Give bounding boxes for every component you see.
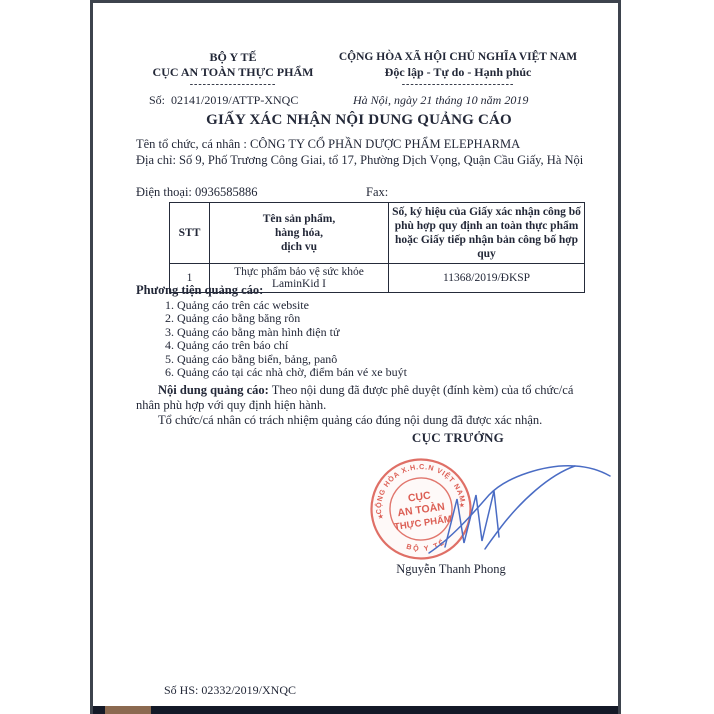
country-title: CỘNG HÒA XÃ HỘI CHỦ NGHĨA VIỆT NAM <box>338 51 578 63</box>
responsibility-line: Tổ chức/cá nhân có trách nhiệm quảng cáo đúng nội dung đã được xác nhận. <box>158 413 543 427</box>
hs-number: Số HS: 02332/2019/XNQC <box>164 683 297 697</box>
phone-label: Điện thoại: 0936585886 <box>136 185 258 199</box>
content-text: Theo nội dung đã được phê duyệt (đính kèm) của tổ chức/cá nhân phù hợp với quy định hiện hành. <box>136 383 574 412</box>
content-lead: Nội dung quảng cáo: <box>158 383 269 397</box>
document-number-label: Số: <box>149 93 166 107</box>
signer-title: CỤC TRƯỞNG <box>411 430 505 445</box>
document-number: 02141/2019/ATTP-XNQC <box>171 93 299 107</box>
stamp-center-line1: CỤC <box>407 489 432 505</box>
stamp-arc-top-text: CỘNG HÒA X.H.C.N VIỆT NAM <box>373 461 468 515</box>
col-stt-header: STT <box>170 203 210 264</box>
ministry-name: BỘ Y TẾ <box>209 50 257 64</box>
list-item: 6. Quảng cáo tại các nhà chờ, điểm bán vé xe buýt <box>165 365 407 380</box>
col-product-header <box>210 203 389 264</box>
document-page <box>90 0 621 714</box>
header-right-divider: -------------------------- <box>401 79 515 90</box>
cell-certificate-number: 11368/2019/ĐKSP <box>389 264 585 293</box>
col-product-header-line2: hàng hóa, <box>275 227 323 239</box>
list-item: 3. Quảng cáo bằng màn hình điện tử <box>165 324 340 339</box>
stamp-center-line3: THỰC PHẨM <box>393 513 453 533</box>
page-title: GIẤY XÁC NHẬN NỘI DUNG QUẢNG CÁO <box>206 112 512 128</box>
red-stamp-icon <box>365 453 477 565</box>
organization-line: Tên tổ chức, cá nhân : CÔNG TY CỔ PHẦN DƯỢC PHẨM ELEPHARMA <box>136 137 521 151</box>
stamp-star-left-icon: ★ <box>377 512 385 522</box>
document-number-row <box>149 93 298 108</box>
media-section-heading: Phương tiện quảng cáo: <box>136 283 264 297</box>
department-name: CỤC AN TOÀN THỰC PHẨM <box>152 65 314 79</box>
col-product-header-line1: Tên sản phẩm, <box>262 213 336 225</box>
col-product-header-line3: dịch vụ <box>280 241 318 253</box>
cell-stt: 1 <box>170 264 210 293</box>
scan-bottom-edge-brown-segment <box>105 706 151 714</box>
header-issuing-agency <box>139 50 327 89</box>
list-item: 1. Quảng cáo trên các website <box>165 298 309 312</box>
col-certificate-header: Số, ký hiệu của Giấy xác nhận công bố phù hợp quy định an toàn thực phẩm hoặc Giấy tiếp nhận bản công bố hợp quy <box>389 203 585 264</box>
header-national <box>335 50 581 89</box>
header-left-divider: -------------------- <box>189 79 277 90</box>
table-header-row <box>170 203 585 264</box>
national-motto: Độc lập - Tự do - Hạnh phúc <box>384 65 532 79</box>
media-list <box>165 299 407 379</box>
cell-product: Thực phẩm bảo vệ sức khỏe LaminKid I <box>210 264 389 293</box>
list-item: 2. Quảng cáo bằng băng rôn <box>165 311 301 326</box>
scan-bottom-edge <box>93 706 618 714</box>
list-item: 5. Quảng cáo bằng biển, bảng, panô <box>165 351 338 366</box>
products-table <box>169 202 581 293</box>
stamp-arc-bottom-text: BỘ Y TẾ <box>405 536 448 554</box>
stamp-star-right-icon: ★ <box>458 500 466 510</box>
stamp-center-line2: AN TOÀN <box>396 500 446 520</box>
content-paragraph <box>136 383 591 412</box>
fax-label: Fax: <box>366 185 389 199</box>
signer-name: Nguyễn Thanh Phong <box>396 562 506 576</box>
address-line: Địa chỉ: Số 9, Phố Trương Công Giai, tổ 17, Phường Dịch Vọng, Quận Cầu Giấy, Hà Nội <box>136 153 584 167</box>
date-line: Hà Nội, ngày 21 tháng 10 năm 2019 <box>353 93 529 107</box>
phone-fax-row <box>136 185 588 200</box>
list-item: 4. Quảng cáo trên báo chí <box>165 338 289 353</box>
